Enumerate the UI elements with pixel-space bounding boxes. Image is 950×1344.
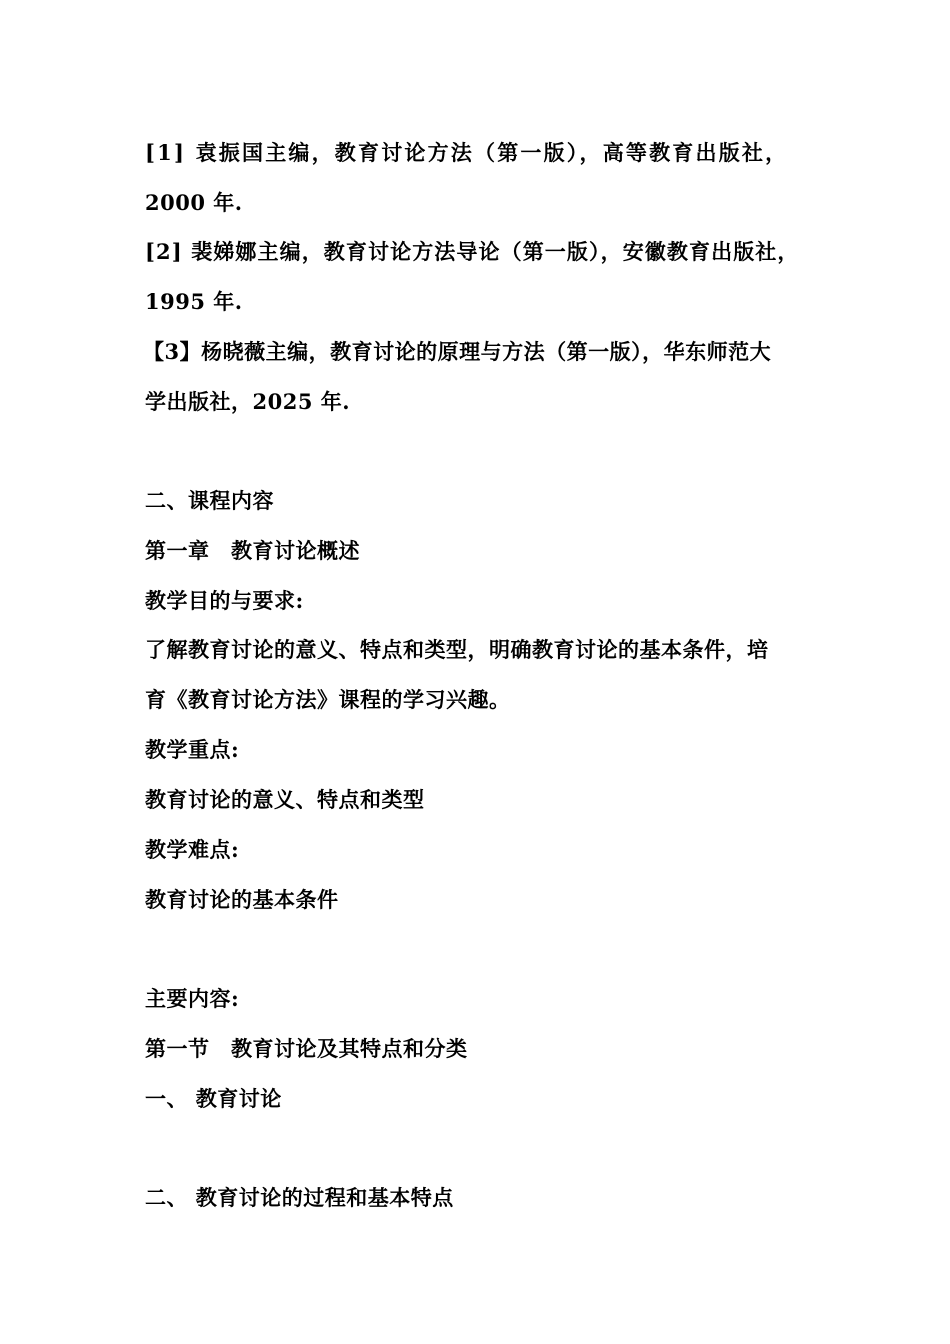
list-item: 二、 教育讨论的过程和基本特点 [145, 1185, 454, 1210]
key-points-label: 教学重点: [145, 737, 240, 762]
reference-1-line-1: [1] 袁振国主编，教育讨论方法（第一版），高等教育出版社， [145, 140, 789, 165]
goal-text-line-1: 了解教育讨论的意义、特点和类型，明确教育讨论的基本条件，培 [145, 637, 769, 662]
reference-3-line-2: 学出版社，2025 年. [145, 389, 351, 414]
reference-3-line-1: 【3】杨晓薇主编，教育讨论的原理与方法（第一版），华东师范大 [143, 339, 772, 364]
goal-label: 教学目的与要求: [145, 588, 304, 613]
reference-2-line-1: [2] 裴娣娜主编，教育讨论方法导论（第一版），安徽教育出版社， [145, 239, 800, 264]
section-1-heading: 第一节 教育讨论及其特点和分类 [145, 1036, 468, 1061]
reference-2-line-2: 1995 年. [145, 289, 243, 314]
list-item: 一、 教育讨论 [145, 1086, 282, 1111]
chapter-heading: 第一章 教育讨论概述 [145, 538, 360, 563]
section-heading: 二、课程内容 [145, 488, 274, 513]
goal-text-line-2: 育《教育讨论方法》课程的学习兴趣。 [145, 687, 511, 712]
difficulty-label: 教学难点: [145, 837, 240, 862]
reference-1-line-2: 2000 年. [145, 190, 243, 215]
key-points-text: 教育讨论的意义、特点和类型 [145, 787, 425, 812]
main-content-label: 主要内容: [145, 986, 240, 1011]
difficulty-text: 教育讨论的基本条件 [145, 887, 339, 912]
